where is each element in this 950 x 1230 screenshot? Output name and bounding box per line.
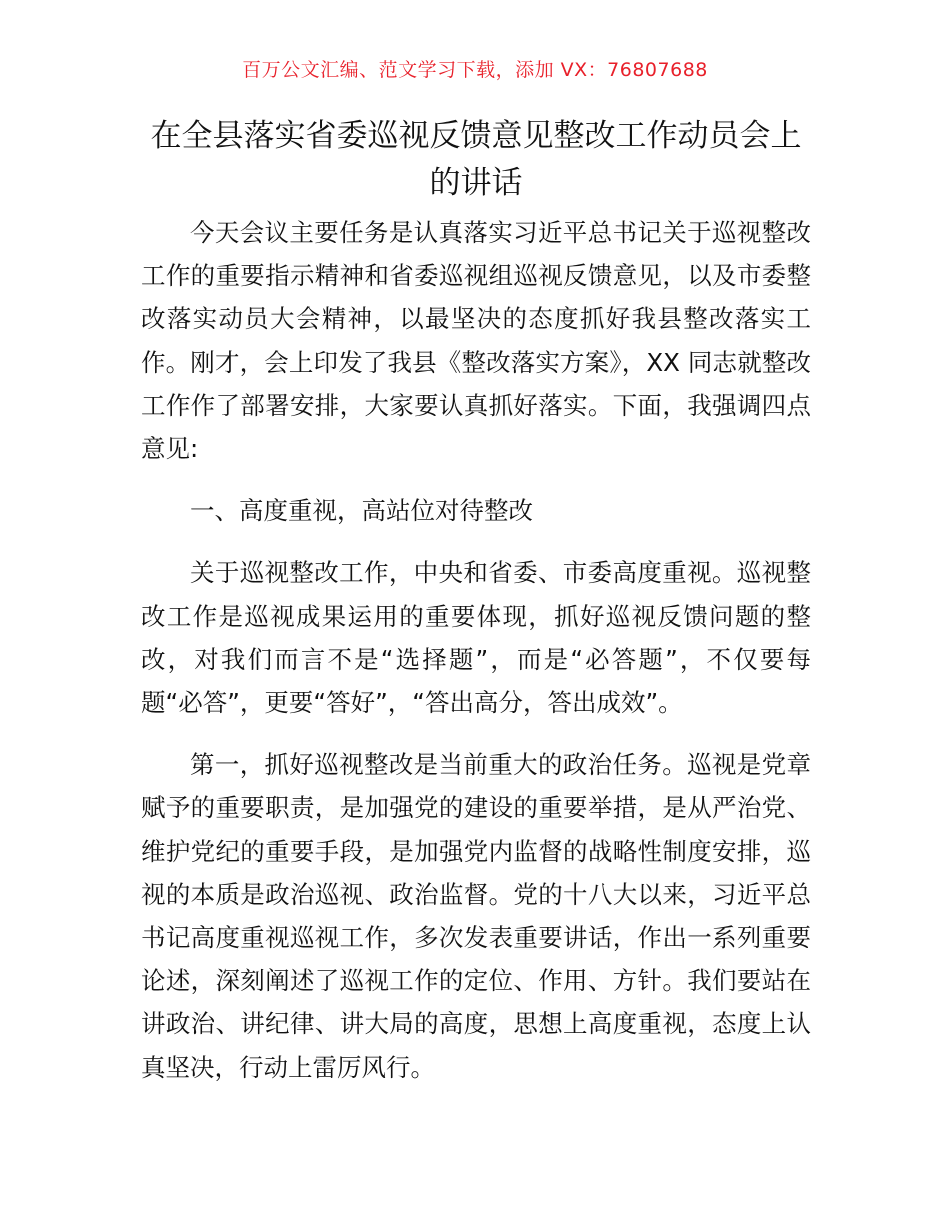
- paragraph-point-1: 第一，抓好巡视整改是当前重大的政治任务。巡视是党章赋予的重要职责，是加强党的建设的重要举措，是从严治党、维护党纪的重要手段，是加强党内监督的战略性制度安排，巡视的本质是政治巡视、政治监督。党的十八大以来，习近平总书记高度重视巡视工作，多次发表重要讲话，作出一系列重要论述，深刻阐述了巡视工作的定位、作用、方针。我们要站在讲政治、讲纪律、讲大局的高度，思想上高度重视，态度上认真坚决，行动上雷厉风行。: [141, 750, 811, 1082]
- page-title: 在全县落实省委巡视反馈意见整改工作动员会上的讲话: [150, 118, 802, 201]
- paragraph-intro: 今天会议主要任务是认真落实习近平总书记关于巡视整改工作的重要指示精神和省委巡视组巡视反馈意见，以及市委整改落实动员大会精神，以最坚决的态度抓好我县整改落实工作。刚才，会上印发了我县《整改落实方案》，XX 同志就整改工作作了部署安排，大家要认真抓好落实。下面，我强调四点意见:: [141, 218, 811, 464]
- section-heading-1: 一、高度重视，高站位对待整改: [190, 496, 533, 526]
- header-note: 百万公文汇编、范文学习下载，添加 VX：76807688: [242, 59, 708, 81]
- document-body: [141, 211, 811, 1089]
- paragraph-overview: 关于巡视整改工作，中央和省委、市委高度重视。巡视整改工作是巡视成果运用的重要体现，抓好巡视反馈问题的整改，对我们而言不是“选择题”，而是“必答题”，不仅要每题“必答”，更要“答好”，“答出高分，答出成效”。: [141, 558, 811, 718]
